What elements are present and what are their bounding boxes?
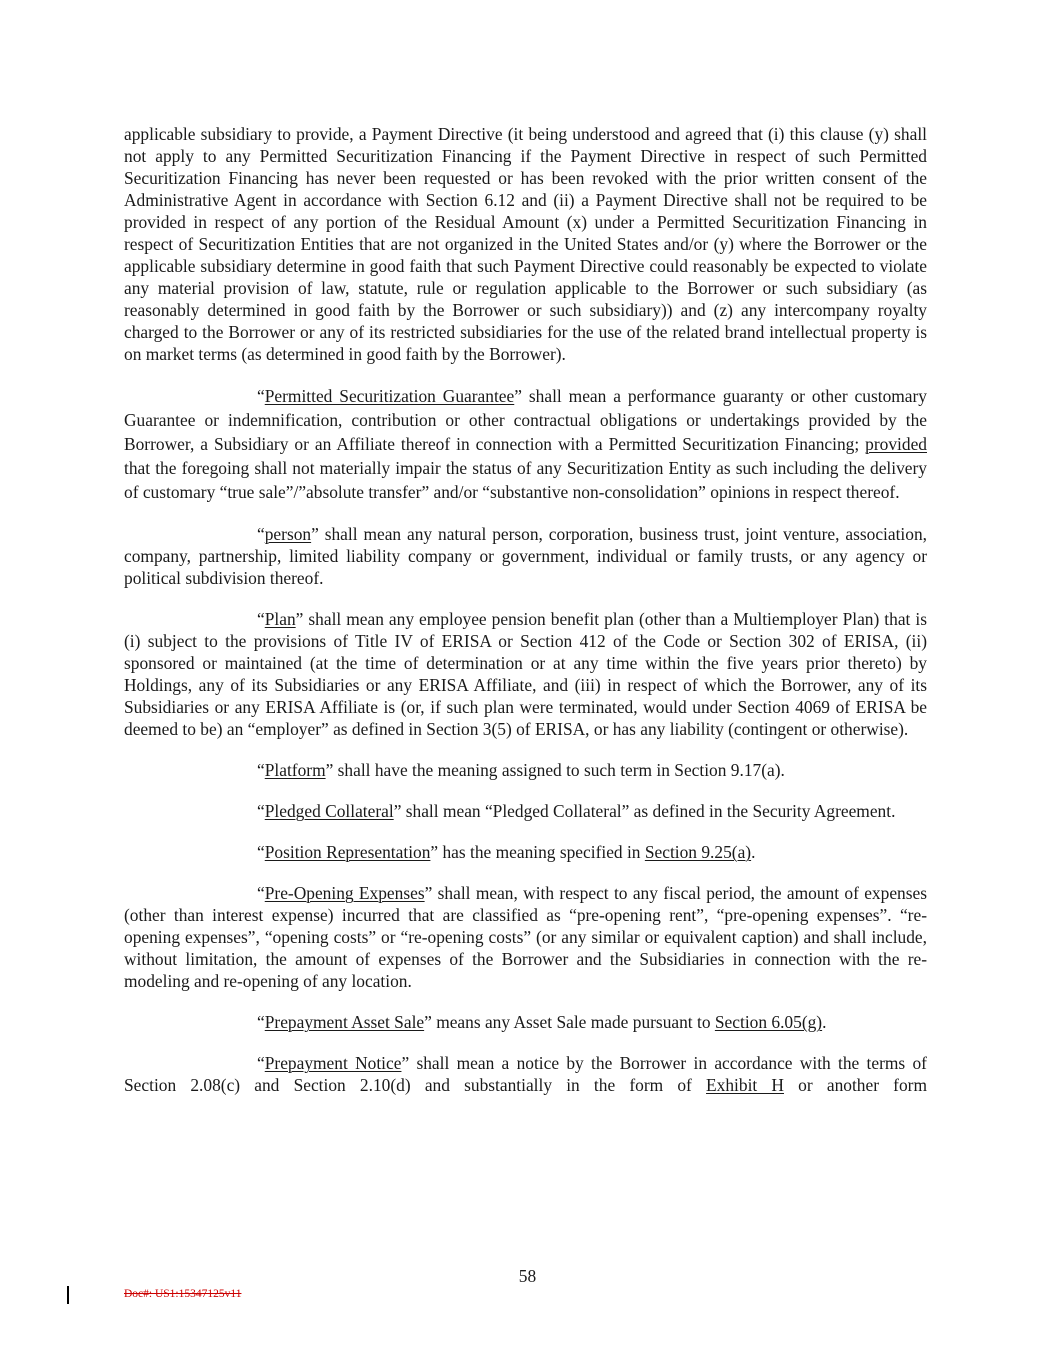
exhibit-reference: Exhibit H (706, 1075, 784, 1095)
document-body (124, 123, 927, 1115)
definition-permitted-securitization-guarantee: “Permitted Securitization Guarantee” shall mean a performance guaranty or other customary Guarantee or indemnification, contribution or other contractual obligations or undertakings provided by the Borrower, a Subsidiary or an Affiliate thereof in connection with a Permitted Securitization Financing; provided that the foregoing shall not materially impair the status of any Securitization Entity as such including the delivery of customary “true sale”/”absolute transfer” and/or “substantive non-consolidation” opinions in respect thereof. (124, 386, 927, 502)
defined-term: Prepayment Asset Sale (264, 1012, 425, 1032)
page-number: 58 (518, 1266, 537, 1286)
defined-term: Pledged Collateral (264, 801, 394, 821)
section-reference: Section 6.05(g) (714, 1012, 823, 1032)
definition-person: “person” shall mean any natural person, corporation, business trust, joint venture, association, company, partnership, limited liability company or government, individual or family trusts, or any agency or political subdivision thereof. (124, 524, 927, 588)
defined-term: Prepayment Notice (264, 1053, 402, 1073)
definition-plan: “Plan” shall mean any employee pension benefit plan (other than a Multiemployer Plan) that is (i) subject to the provisions of Title IV of ERISA or Section 412 of the Code or Section 302 of ERISA, (ii) sponsored or maintained (at the time of determination or at any time within the five years prior thereto) by Holdings, any of its Subsidiaries or any ERISA Affiliate, and (iii) in respect of which the Borrower, any of its Subsidiaries or any ERISA Affiliate is (or, if such plan were terminated, would under Section 4069 of ERISA be deemed to be) an “employer” as defined in Section 3(5) of ERISA, or has any liability (contingent or otherwise). (124, 609, 927, 739)
definition-position-representation: “Position Representation” has the meaning specified in Section 9.25(a). (257, 842, 756, 862)
defined-term: Position Representation (264, 842, 431, 862)
defined-term: Pre-Opening Expenses (264, 883, 425, 903)
defined-term: Platform (264, 760, 326, 780)
definition-prepayment-asset-sale: “Prepayment Asset Sale” means any Asset Sale made pursuant to Section 6.05(g). (257, 1012, 827, 1032)
definition-pledged-collateral: “Pledged Collateral” shall mean “Pledged Collateral” as defined in the Security Agreement. (257, 801, 896, 821)
definition-pre-opening-expenses: “Pre-Opening Expenses” shall mean, with respect to any fiscal period, the amount of expenses (other than interest expense) incurred that are classified as “pre-opening rent”, “pre-opening expenses”. “re-opening expenses”, “opening costs” or “re-opening costs” (or any similar or equivalent caption) and shall include, without limitation, the amount of expenses of the Borrower and the Subsidiaries in connection with the re-modeling and re-opening of any location. (124, 883, 927, 991)
section-reference: Section 9.25(a) (644, 842, 752, 862)
revision-change-bar (67, 1286, 69, 1304)
defined-term: Plan (264, 609, 296, 629)
definition-platform: “Platform” shall have the meaning assigned to such term in Section 9.17(a). (257, 760, 785, 780)
paragraph-residual-clause: applicable subsidiary to provide, a Payment Directive (it being understood and agreed that (i) this clause (y) shall not apply to any Permitted Securitization Financing if the Payment Directive in respect of such Permitted Securitization Financing has never been requested or has been revoked with the prior written consent of the Administrative Agent in accordance with Section 6.12 and (ii) a Payment Directive shall not be required to be provided in respect of any portion of the Residual Amount (x) under a Permitted Securitization Financing in respect of Securitization Entities that are not organized in the United States and/or (y) where the Borrower or the applicable subsidiary determine in good faith that such Payment Directive could reasonably be expected to violate any material provision of law, statute, rule or regulation applicable to the Borrower or such subsidiary (as reasonably determined in good faith by the Borrower or such subsidiary)) and (z) any intercompany royalty charged to the Borrower or any of its restricted subsidiaries for the use of the related brand intellectual property is on market terms (as determined in good faith by the Borrower). (124, 124, 927, 364)
footer-document-id: Doc#: US1:15347125v11 (124, 1288, 242, 1300)
provided-term: provided (865, 434, 927, 454)
defined-term: person (264, 524, 312, 544)
definition-prepayment-notice: “Prepayment Notice” shall mean a notice by the Borrower in accordance with the terms of Section 2.08(c) and Section 2.10(d) and substantially in the form of Exhibit H or another form (124, 1053, 927, 1095)
defined-term: Permitted Securitization Guarantee (264, 386, 515, 406)
